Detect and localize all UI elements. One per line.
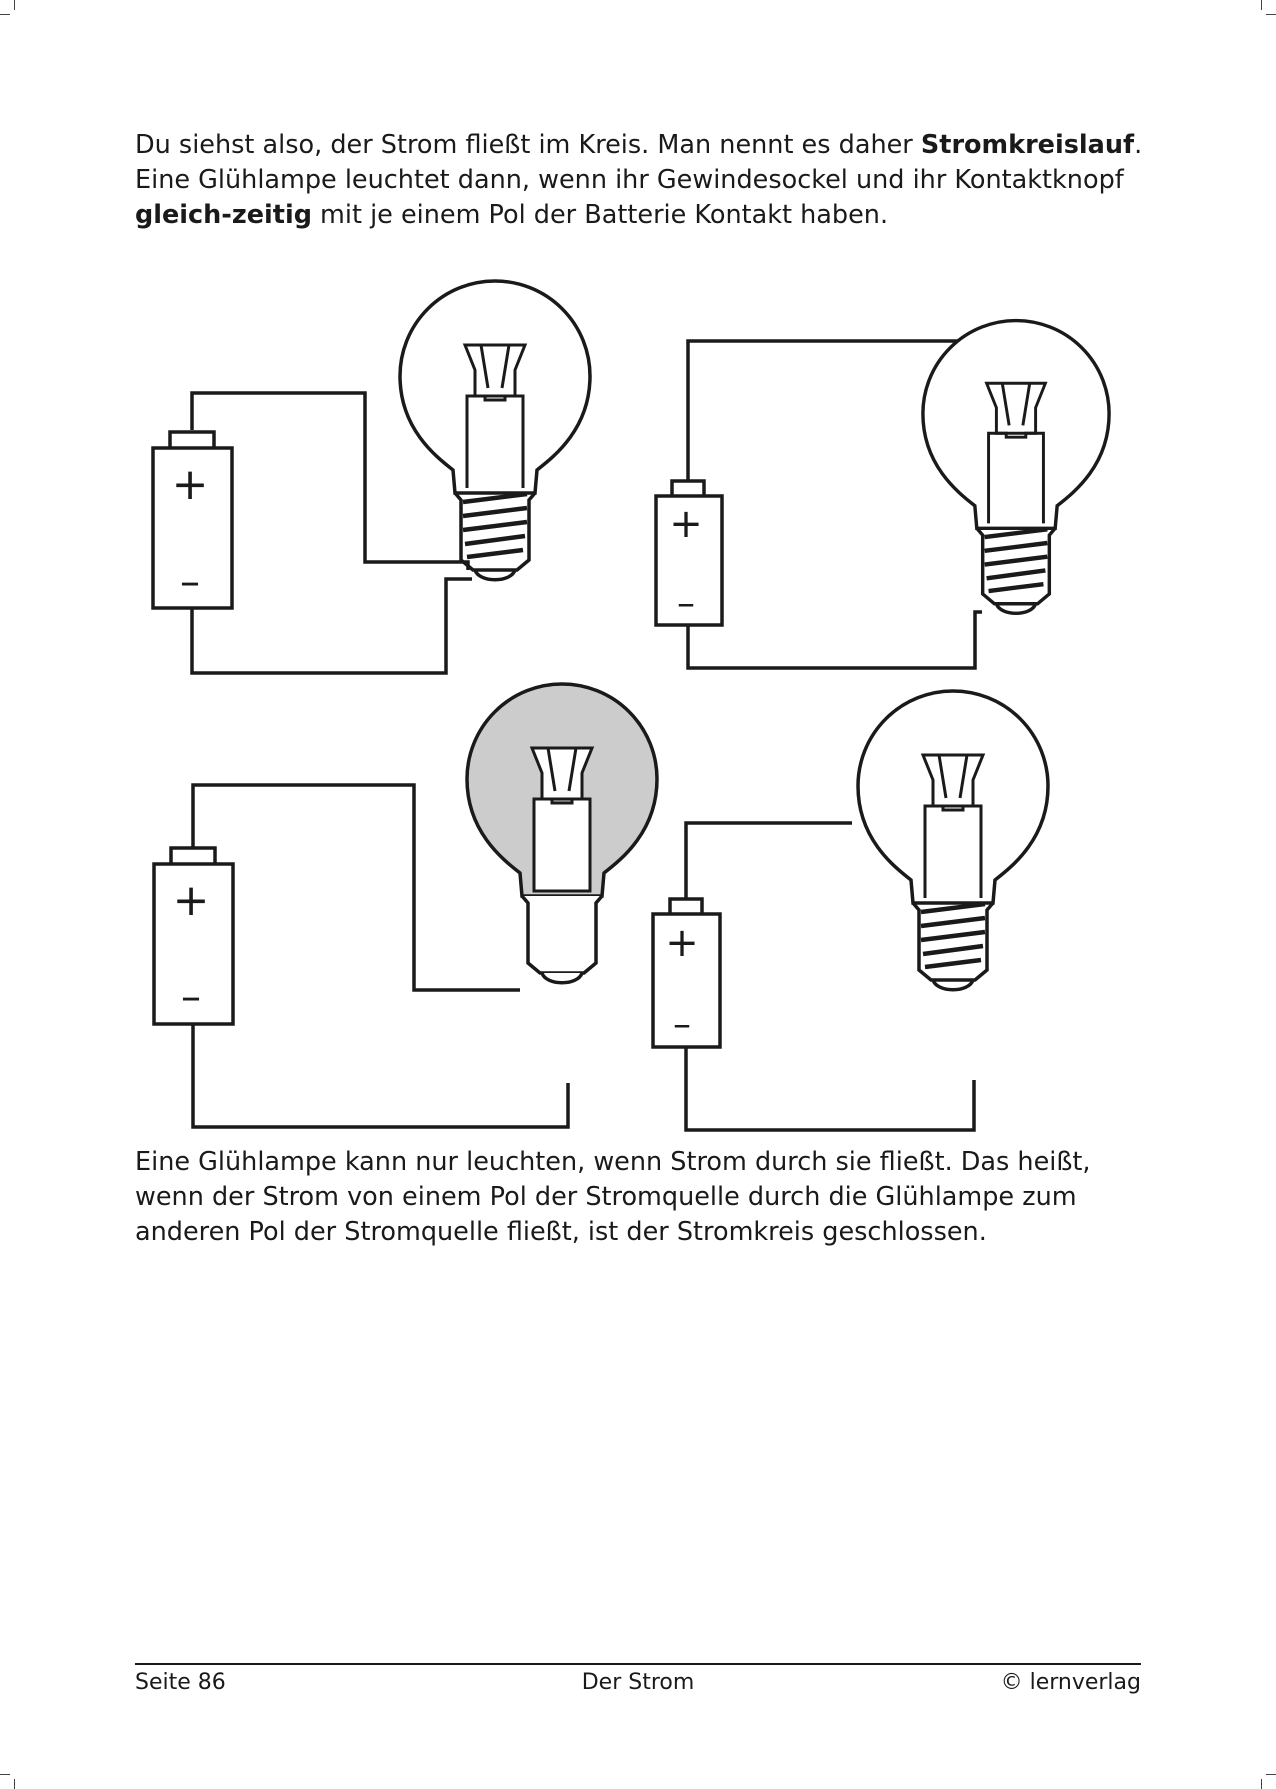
circuit-1-wire-minus <box>192 579 472 673</box>
intro-text: Eine Glühlampe leuchtet dann, wenn ihr Gewindesockel und ihr Kontaktknopf <box>135 165 1124 195</box>
circuit-2-bulb <box>923 321 1109 614</box>
crop-mark <box>1261 0 1262 10</box>
publisher-credit: © lernverlag <box>1000 1670 1141 1695</box>
chapter-title: Der Strom <box>581 1670 695 1695</box>
circuit-3-bulb-lit <box>467 684 657 983</box>
footer-divider <box>135 1663 1141 1665</box>
wire <box>175 392 192 395</box>
page-number: Seite 86 <box>135 1670 226 1695</box>
intro-text: mit je einem Pol der Batterie Kontakt haben. <box>311 200 889 230</box>
circuit-4-battery <box>653 899 720 1047</box>
circuit-1-bulb <box>400 281 590 580</box>
circuit-3-wire-minus <box>193 1023 568 1127</box>
minus-symbol: – <box>673 1004 691 1045</box>
intro-text: Du siehst also, der Strom fließt im Kreis. Man nennt es daher <box>135 130 921 160</box>
conclusion-paragraph: Eine Glühlampe kann nur leuchten, wenn Strom durch sie fließt. Das heißt, wenn der Strom von einem Pol der Stromquelle durch die Glühlampe zum anderen Pol der Stromquelle fließt, ist der Stromkreis geschlossen. <box>135 1147 1091 1247</box>
crop-mark <box>0 14 10 15</box>
circuit-4-wire-plus <box>686 823 852 900</box>
crop-mark <box>14 1779 15 1789</box>
plus-symbol: + <box>171 459 209 510</box>
circuit-3-wire-plus <box>193 785 520 990</box>
intro-paragraph <box>135 128 1145 233</box>
crop-mark <box>0 1774 10 1775</box>
term-gleichzeitig: gleich-zeitig <box>135 200 312 230</box>
circuit-2-battery <box>656 481 722 625</box>
circuit-illustration <box>140 265 1130 1135</box>
minus-symbol: – <box>181 974 201 1020</box>
crop-mark <box>14 0 15 10</box>
circuit-1-battery <box>153 432 232 608</box>
crop-mark <box>1266 1774 1276 1775</box>
term-stromkreislauf: Stromkreislauf <box>920 130 1135 160</box>
minus-symbol: – <box>677 583 695 624</box>
crop-mark <box>1261 1779 1262 1789</box>
circuit-3-battery <box>154 848 233 1024</box>
plus-symbol: + <box>665 920 699 966</box>
circuit-4-wire-minus <box>686 1046 974 1130</box>
intro-text: . <box>1134 130 1143 160</box>
circuit-2-wire-minus <box>688 612 982 668</box>
plus-symbol: + <box>172 875 210 926</box>
crop-mark <box>1266 14 1276 15</box>
circuit-4-bulb <box>858 691 1048 990</box>
plus-symbol: + <box>669 501 703 547</box>
minus-symbol: – <box>180 559 200 605</box>
